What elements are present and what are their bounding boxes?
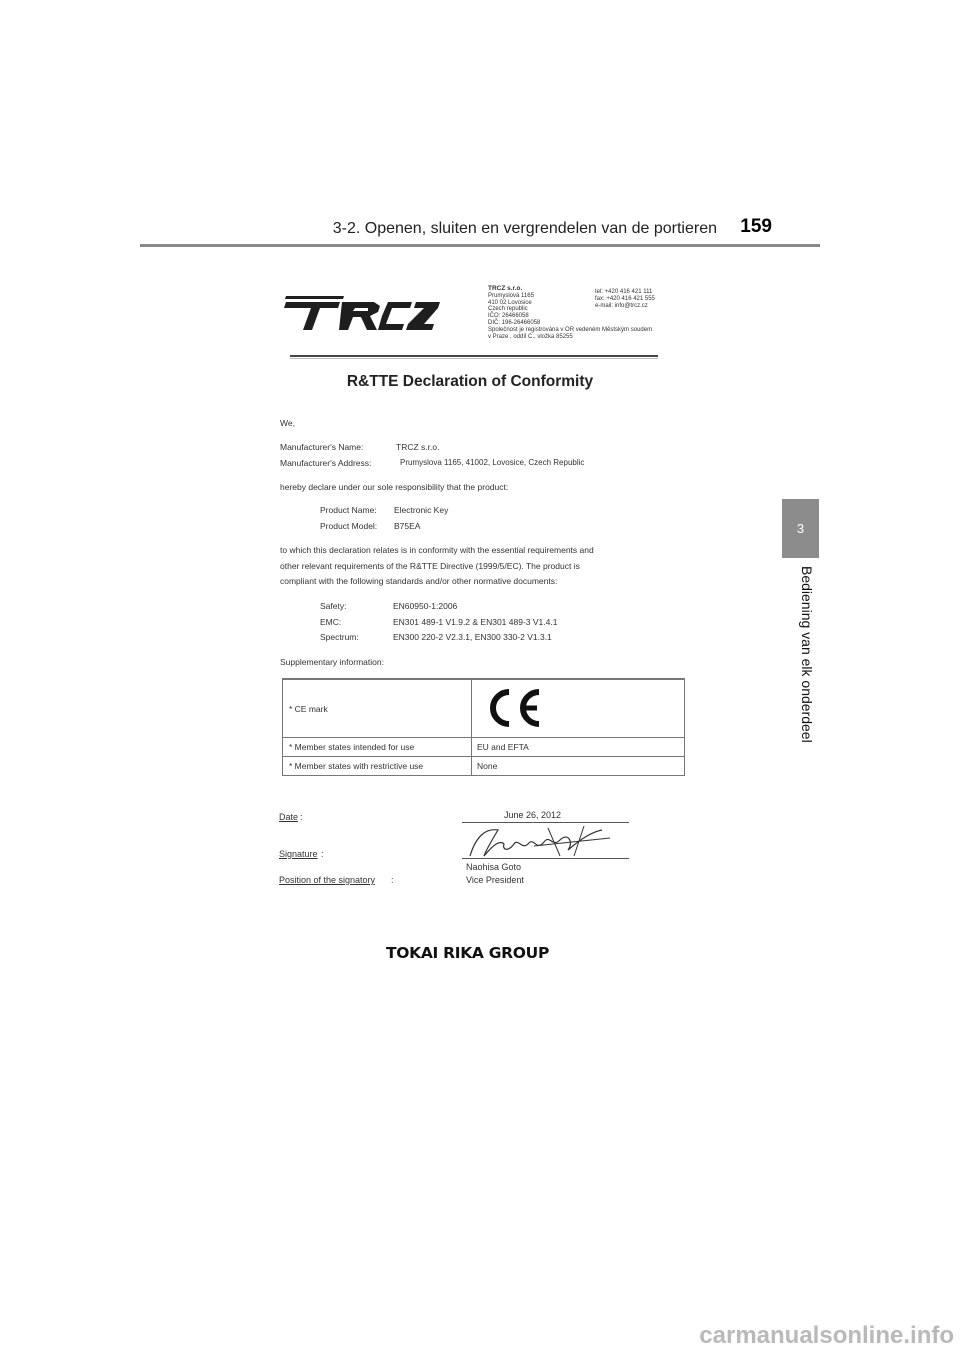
declare-text: hereby declare under our sole responsibility that the product: xyxy=(280,482,509,492)
signature-colon: : xyxy=(321,849,324,859)
standard-value: EN301 489-1 V1.9.2 & EN301 489-3 V1.4.1 xyxy=(393,617,558,627)
trcz-logo xyxy=(282,292,442,339)
date-value: June 26, 2012 xyxy=(504,810,562,820)
standard-label: Safety: xyxy=(320,601,347,611)
date-label: Date xyxy=(279,812,299,822)
handwritten-signature xyxy=(464,822,614,862)
we-text: We, xyxy=(280,418,295,428)
table-cell-value: EU and EFTA xyxy=(477,742,529,752)
manufacturer-name: TRCZ s.r.o. xyxy=(396,442,440,452)
header-rule xyxy=(140,244,820,247)
chapter-title: Bediening van elk onderdeel xyxy=(799,566,815,743)
conformity-line: other relevant requirements of the R&TTE Directive (1999/5/EC). The product is xyxy=(280,561,580,571)
chapter-tab xyxy=(782,499,819,558)
chapter-number: 3 xyxy=(796,521,805,536)
table-row xyxy=(283,756,684,775)
letterhead-rule xyxy=(290,355,658,357)
contact-line: e-mail: info@trcz.cz xyxy=(595,302,648,309)
page-header xyxy=(140,214,820,246)
product-model-label: Product Model: xyxy=(320,521,378,531)
conformity-line: compliant with the following standards and/or other normative documents: xyxy=(280,576,558,586)
standard-value: EN300 220-2 V2.3.1, EN300 330-2 V1.3.1 xyxy=(393,632,552,642)
position-value: Vice President xyxy=(466,875,524,885)
table-row xyxy=(283,679,684,737)
company-line: IČO: 26466058 xyxy=(488,313,529,320)
position-label: Position of the signatory xyxy=(279,875,376,885)
manufacturer-address-label: Manufacturer's Address: xyxy=(280,458,372,468)
declaration-title: R&TTE Declaration of Conformity xyxy=(346,373,594,390)
table-cell-label: * Member states with restrictive use xyxy=(289,761,424,771)
tokai-rika-group-logo: TOKAI RIKA GROUP xyxy=(386,944,550,962)
position-colon: : xyxy=(391,875,394,885)
manufacturer-address: Prumyslova 1165, 41002, Lovosice, Czech Republic xyxy=(400,458,585,467)
page-number: 159 xyxy=(740,216,772,237)
trcz-logo-mark xyxy=(282,292,442,334)
table-cell-label: * Member states intended for use xyxy=(289,742,415,752)
date-colon: : xyxy=(300,812,303,822)
product-model: B75EA xyxy=(394,521,421,531)
signature-line xyxy=(462,858,629,859)
signature-label: Signature xyxy=(279,849,318,859)
standard-label: EMC: xyxy=(320,617,342,627)
company-line: TRCZ s.r.o. xyxy=(488,285,523,292)
letterhead-rule-thin xyxy=(290,358,658,359)
company-line: Společnost je registrována v OR vedeném Městským soudem xyxy=(488,326,653,333)
signatory-name: Naohisa Goto xyxy=(466,862,522,872)
standard-value: EN60950-1:2006 xyxy=(393,601,458,611)
company-line: Czech republic xyxy=(488,306,528,313)
section-title: 3-2. Openen, sluiten en vergrendelen van de portieren xyxy=(332,220,717,237)
ce-mark-icon xyxy=(483,686,545,730)
company-contact-block xyxy=(595,289,655,309)
table-cell-label: * CE mark xyxy=(289,704,328,714)
company-line: v Praze , oddíl C., vložka 85255 xyxy=(488,333,573,340)
supplementary-label: Supplementary information: xyxy=(280,657,384,667)
product-name: Electronic Key xyxy=(394,505,449,515)
contact-line: fax: +420 416 421 555 xyxy=(595,295,655,302)
product-name-label: Product Name: xyxy=(320,505,377,515)
conformity-line: to which this declaration relates is in conformity with the essential requirements and xyxy=(280,545,594,555)
supplementary-table xyxy=(282,678,685,776)
company-line: DIČ: 196-26466058 xyxy=(488,319,541,326)
manufacturer-name-label: Manufacturer's Name: xyxy=(280,442,364,452)
company-line: 410 02 Lovosice xyxy=(488,299,532,306)
site-watermark: carmanualsonline.info xyxy=(699,1322,954,1349)
standard-label: Spectrum: xyxy=(320,632,359,642)
contact-line: tel: +420 416 421 111 xyxy=(595,289,653,295)
table-row xyxy=(283,737,684,756)
company-line: Prumyslová 1165 xyxy=(488,292,534,299)
ce-mark xyxy=(483,686,545,732)
table-cell-value: None xyxy=(477,761,498,771)
